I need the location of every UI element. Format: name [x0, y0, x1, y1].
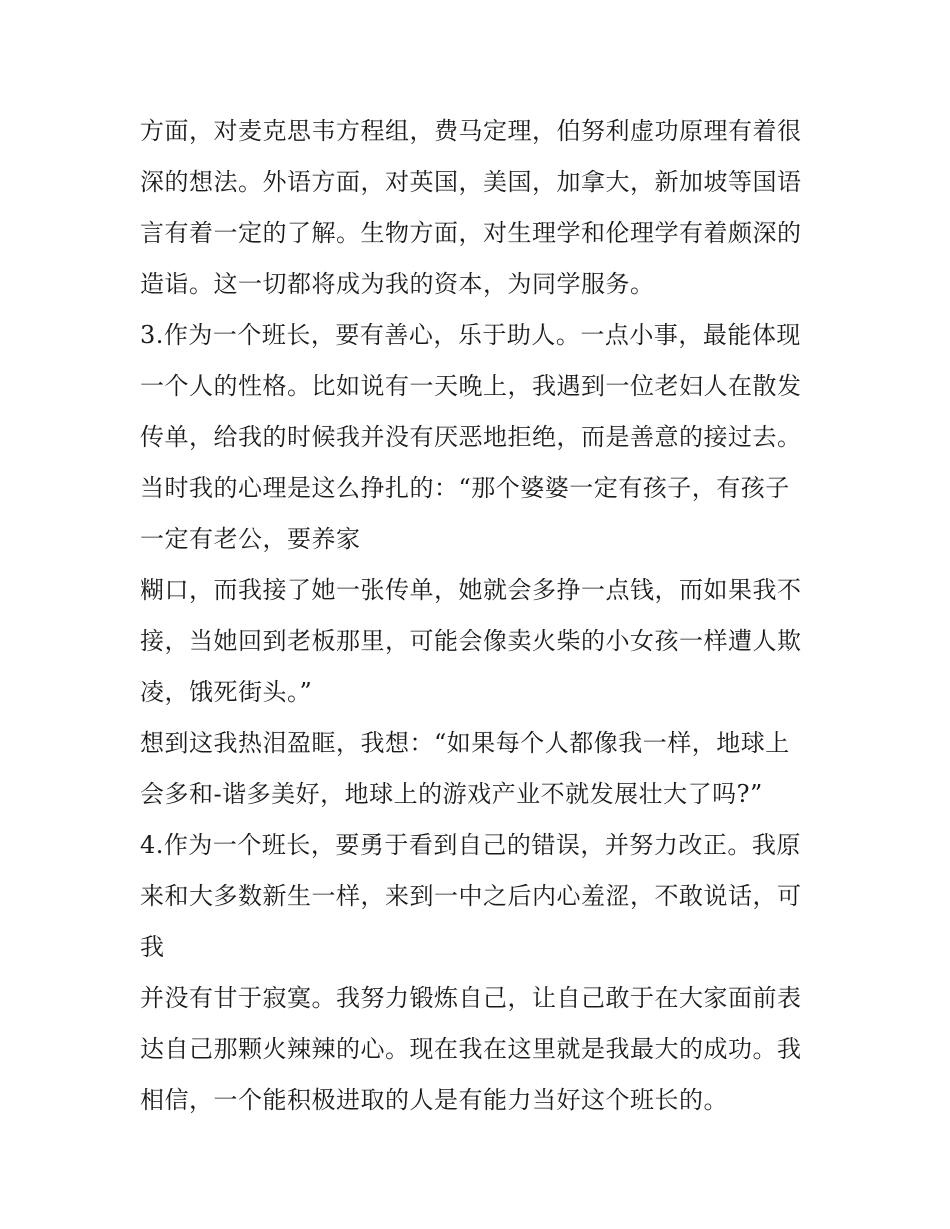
body-text [140, 106, 820, 1126]
text-line-10: 糊口，而我接了她一张传单，她就会多挣一点钱，而如果我不 [140, 576, 802, 604]
text-line-19: 达自己那颗火辣辣的心。现在我在这里就是我最大的成功。我 [140, 1035, 802, 1063]
text-line-18: 并没有甘于寂寞。我努力锻炼自己，让自己敢于在大家面前表 [140, 984, 802, 1012]
text-line-20: 相信，一个能积极进取的人是有能力当好这个班长的。 [140, 1086, 728, 1114]
text-line-5: 3.作为一个班长，要有善心，乐于助人。一点小事，最能体现 [140, 321, 801, 349]
text-line-9: 一定有老公，要养家 [140, 525, 361, 553]
text-line-11: 接，当她回到老板那里，可能会像卖火柴的小女孩一样遭人欺 [140, 627, 802, 655]
text-line-13: 想到这我热泪盈眶，我想：“如果每个人都像我一样，地球上 [140, 729, 790, 757]
text-line-3: 言有着一定的了解。生物方面，对生理学和伦理学有着颇深的 [140, 219, 802, 247]
text-line-14: 会多和-谐多美好，地球上的游戏产业不就发展壮大了吗?” [140, 780, 763, 808]
text-line-15: 4.作为一个班长，要勇于看到自己的错误，并努力改正。我原 [140, 831, 801, 859]
text-line-4: 造诣。这一切都将成为我的资本，为同学服务。 [140, 270, 655, 298]
text-line-8: 当时我的心理是这么挣扎的：“那个婆婆一定有孩子，有孩子 [140, 474, 790, 502]
text-line-7: 传单，给我的时候我并没有厌恶地拒绝，而是善意的接过去。 [140, 423, 802, 451]
text-line-17: 我 [140, 933, 165, 961]
text-line-12: 凌，饿死街头。” [140, 678, 313, 706]
text-line-2: 深的想法。外语方面，对英国，美国，加拿大，新加坡等国语 [140, 168, 802, 196]
text-line-16: 来和大多数新生一样，来到一中之后内心羞涩，不敢说话，可 [140, 882, 802, 910]
text-line-6: 一个人的性格。比如说有一天晚上，我遇到一位老妇人在散发 [140, 372, 802, 400]
text-line-1: 方面，对麦克思韦方程组，费马定理，伯努利虚功原理有着很 [140, 117, 802, 145]
